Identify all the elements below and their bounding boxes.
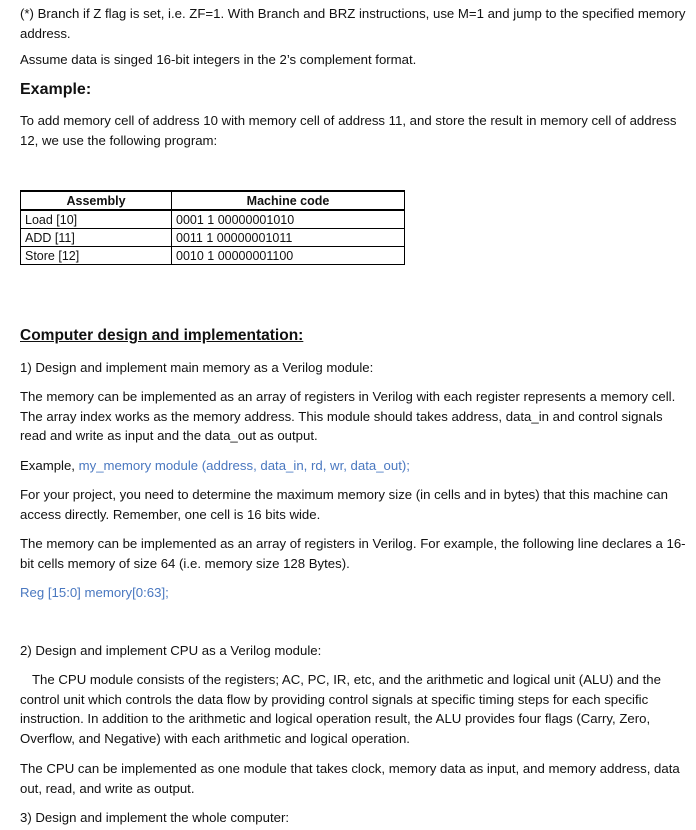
assembly-header: Assembly (21, 191, 172, 210)
step1-title: 1) Design and implement main memory as a Verilog module: (20, 360, 374, 375)
table-row (21, 210, 405, 229)
example-heading: Example: (20, 81, 92, 98)
memory-array-note: The memory can be implemented as an array of registers in Verilog. For example, the following line declares a 16-bit cells memory of size 64 (i.e. memory size 128 Bytes). (20, 536, 686, 571)
cpu-description: The CPU module consists of the registers; AC, PC, IR, etc, and the arithmetic and logical unit (ALU) and the control unit which controls the data flow by providing control signals at specific timing steps for each specific instruction. In addition to the arithmetic and logical operation result, the ALU provides four flags (Carry, Zero, Overflow, and Negative) with each arithmetic and logical operation. (20, 672, 661, 746)
assembly-cell: Store [12] (21, 247, 172, 265)
machine-code-cell: 0001 1 00000001010 (172, 210, 405, 229)
machine-code-cell: 0010 1 00000001100 (172, 247, 405, 265)
step3-title: 3) Design and implement the whole computer: (20, 810, 290, 825)
example-label: Example, (20, 458, 79, 473)
example-description: To add memory cell of address 10 with memory cell of address 11, and store the result in memory cell of address 12, we use the following program: (20, 113, 677, 148)
memory-description: The memory can be implemented as an array of registers in Verilog with each register represents a memory cell. The array index works as the memory address. This module should takes address, data_in and control signals read and write as input and the data_out as output. (20, 389, 676, 443)
table-row (21, 229, 405, 247)
cpu-module-note: The CPU can be implemented as one module that takes clock, memory data as input, and memory address, data out, read, and write as output. (20, 761, 680, 796)
memory-size-note: For your project, you need to determine the maximum memory size (in cells and in bytes) that this machine can access directly. Remember, one cell is 16 bits wide. (20, 487, 668, 522)
branch-note: (*) Branch if Z flag is set, i.e. ZF=1. With Branch and BRZ instructions, use M=1 and jump to the specified memory address. (20, 6, 686, 41)
assembly-cell: Load [10] (21, 210, 172, 229)
memory-example (20, 456, 688, 476)
machine-code-header: Machine code (172, 191, 405, 210)
assume-note: Assume data is singed 16-bit integers in the 2’s complement format. (20, 52, 417, 67)
memory-module-code: my_memory module (address, data_in, rd, wr, data_out); (78, 458, 410, 473)
table-header-row (21, 191, 405, 210)
program-table (20, 190, 405, 265)
machine-code-cell: 0011 1 00000001011 (172, 229, 405, 247)
assembly-cell: ADD [11] (21, 229, 172, 247)
step2-title: 2) Design and implement CPU as a Verilog module: (20, 643, 322, 658)
design-heading: Computer design and implementation: (20, 327, 304, 344)
table-row (21, 247, 405, 265)
memory-declaration-code: Reg [15:0] memory[0:63]; (20, 585, 169, 600)
